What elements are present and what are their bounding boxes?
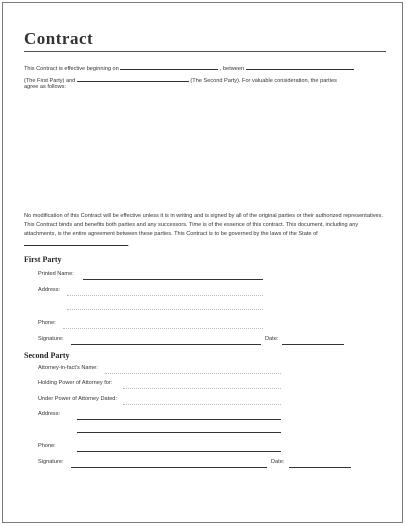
second-party-attorney-name-label: Attorney-in-fact's Name: (38, 365, 98, 371)
second-party-address-line-2[interactable] (77, 432, 281, 433)
intro-line-3: agree as follows: (24, 84, 66, 90)
governing-state-blank[interactable] (24, 239, 128, 246)
second-party-address-label: Address: (38, 411, 61, 417)
second-party-signature-field[interactable] (71, 467, 267, 468)
second-party-name-blank[interactable] (77, 75, 189, 82)
second-party-address-line-1[interactable] (77, 419, 281, 420)
second-party-phone-label: Phone: (38, 443, 56, 449)
second-party-heading: Second Party (24, 351, 70, 360)
closing-paragraph: No modification of this Contract will be effective unless it is in writing and is signed by all of the original parties or their authorized representatives. This Contract binds and benefits both parties and any successors. Time is of the essence of this contract. This document, including any attachments, is the entire agreement between these parties. This Contract is to be governed by the laws of the State of . (24, 213, 384, 248)
effective-date-blank[interactable] (120, 63, 218, 70)
first-party-signature-field[interactable] (71, 344, 261, 345)
intro-line-2 (24, 75, 337, 84)
first-party-address-line-1[interactable] (67, 295, 263, 296)
between-text: , between (219, 66, 245, 72)
first-party-printed-name-label: Printed Name: (38, 271, 74, 277)
first-party-signature-label: Signature: (38, 336, 64, 342)
first-party-phone-label: Phone: (38, 320, 56, 326)
intro-line-1 (24, 63, 354, 72)
second-party-poa-for-field[interactable] (123, 388, 281, 389)
first-party-and-text: (The First Party) and (24, 78, 76, 84)
closing-paragraph-text: No modification of this Contract will be effective unless it is in writing and is signed by all of the original parties or their authorized representatives. This Contract binds and benefits both parties and any successors. Time is of the essence of this contract. This document, including any attachments, is the entire agreement between these parties. This Contract is to be governed by the laws of the State of (24, 213, 384, 237)
first-party-address-label: Address: (38, 287, 61, 293)
title-divider (24, 51, 386, 52)
second-party-date-field[interactable] (289, 467, 351, 468)
first-party-date-label: Date: (265, 336, 279, 342)
first-party-address-line-2[interactable] (67, 309, 263, 310)
second-party-poa-dated-field[interactable] (123, 404, 281, 405)
second-party-signature-label: Signature: (38, 459, 64, 465)
contract-page (2, 2, 403, 523)
first-party-phone-field[interactable] (63, 328, 263, 329)
first-party-name-blank[interactable] (246, 63, 354, 70)
second-party-date-label: Date: (271, 459, 285, 465)
first-party-heading: First Party (24, 255, 62, 264)
second-party-poa-for-label: Holding Power of Attorney for: (38, 380, 113, 386)
consideration-text: (The Second Party). For valuable consideration, the parties (190, 78, 337, 84)
second-party-phone-field[interactable] (77, 451, 281, 452)
second-party-poa-dated-label: Under Power of Attorney Dated: (38, 396, 117, 402)
page-title: Contract (24, 29, 94, 48)
effective-date-prefix: This Contract is effective beginning on (24, 66, 119, 72)
first-party-printed-name-field[interactable] (83, 279, 263, 280)
first-party-date-field[interactable] (282, 344, 344, 345)
second-party-attorney-name-field[interactable] (105, 373, 281, 374)
